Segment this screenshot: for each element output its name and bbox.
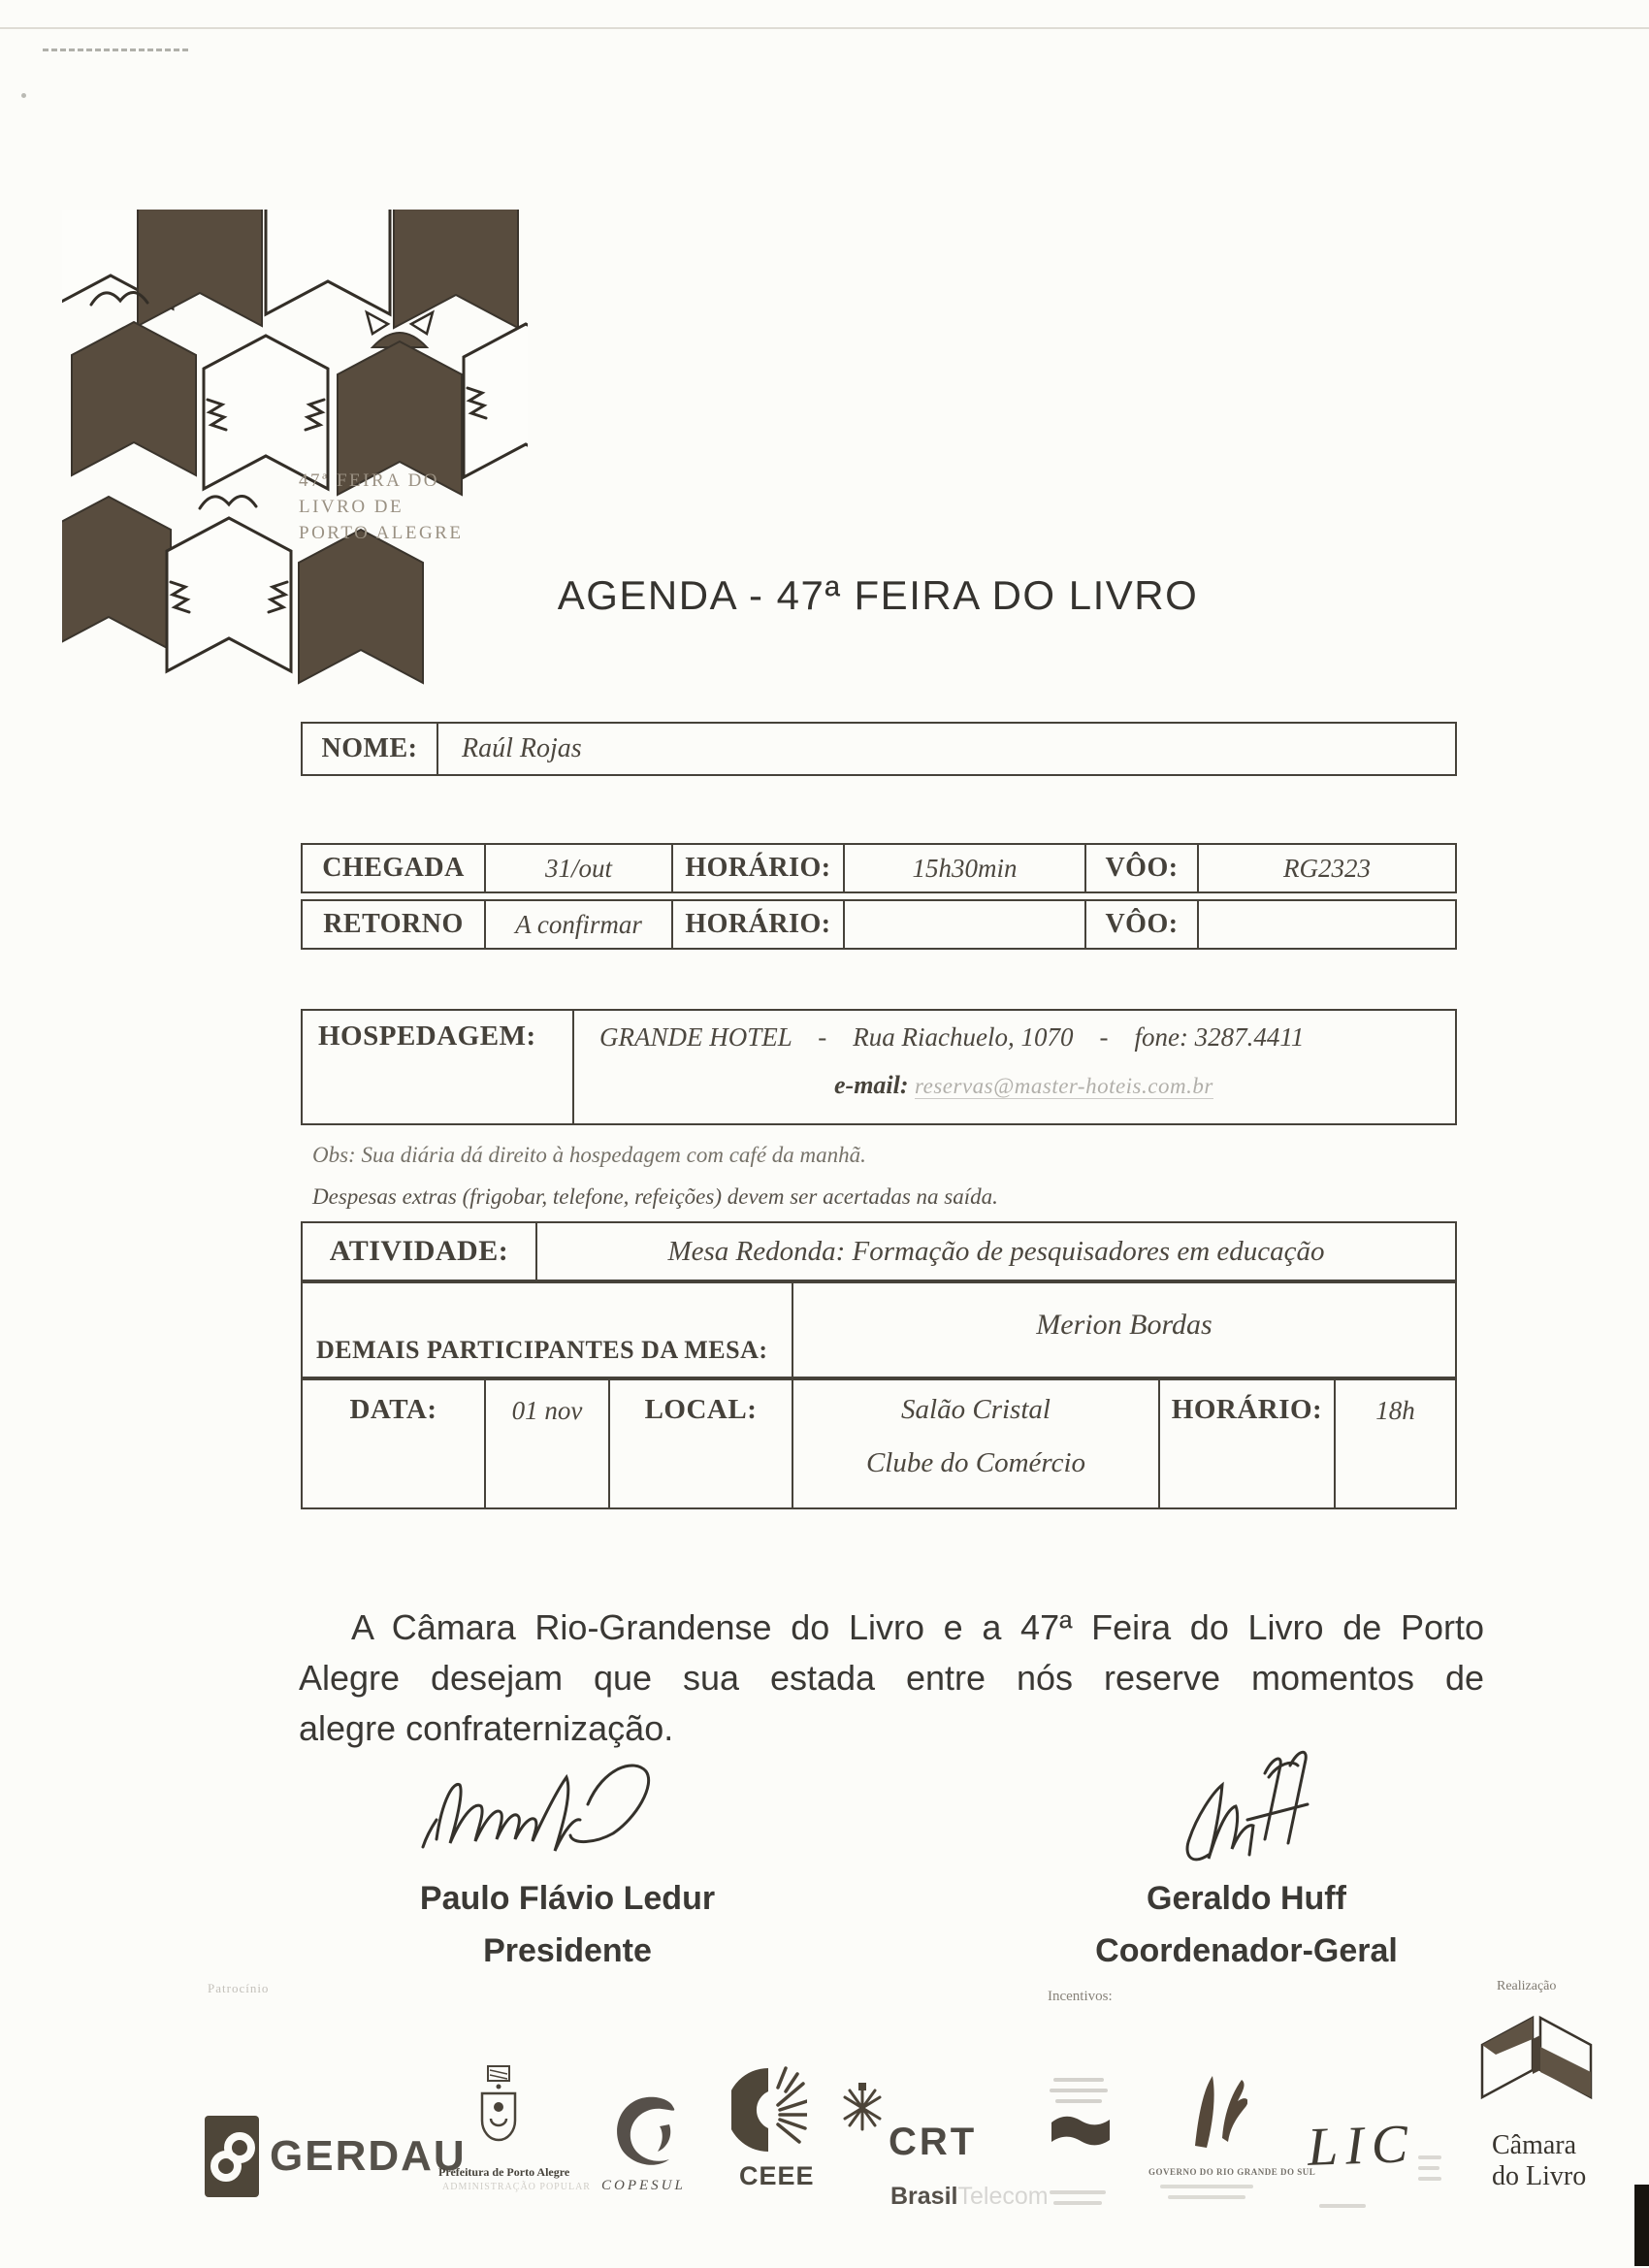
logo-crt-telecom: Telecom	[957, 2183, 1049, 2210]
lic-smallprint-2	[1418, 2166, 1439, 2170]
logo-copesul-text: COPESUL	[601, 2178, 686, 2193]
scan-artifact-corner	[1634, 2185, 1649, 2266]
gerdau-mark-glyph	[205, 2116, 259, 2197]
chegada-row	[301, 843, 1457, 893]
lei-incentivo-flag	[1050, 2115, 1112, 2150]
scan-artifact-dashes	[43, 49, 188, 51]
atividade-value: Mesa Redonda: Formação de pesquisadores em educação	[667, 1235, 1325, 1267]
logo-gerdau-mark	[205, 2116, 259, 2197]
realizacao-label: Realização	[1497, 1979, 1557, 1993]
lei-smallprint-3	[1055, 2099, 1102, 2103]
chegada-label: CHEGADA	[303, 845, 486, 891]
chegada-date: 31/out	[486, 845, 673, 891]
chegada-horario-value: 15h30min	[845, 845, 1086, 891]
logo-ceee-mark	[731, 2064, 807, 2161]
evento-data-label: DATA:	[303, 1380, 486, 1507]
retorno-voo-value	[1199, 901, 1455, 948]
hospedagem-box	[301, 1009, 1457, 1125]
logo-copesul-mark	[613, 2095, 691, 2173]
retorno-label: RETORNO	[303, 901, 486, 948]
evento-horario-value: 18h	[1375, 1396, 1415, 1425]
closing-line2: Alegre desejam que sua estada entre nós reserve momentos de	[299, 1658, 1484, 1698]
retorno-row	[301, 899, 1457, 950]
logo-camara-livro-mark	[1476, 2010, 1597, 2126]
logo-governo-rs-mark	[1180, 2068, 1247, 2157]
lei-smallprint-2	[1050, 2089, 1108, 2092]
retorno-horario-label: HORÁRIO:	[673, 901, 845, 948]
logo-prefeitura-text: Prefeitura de Porto Alegre	[438, 2165, 570, 2179]
scan-artifact-speck	[21, 93, 26, 98]
fair-logo-caption	[299, 468, 463, 546]
chegada-voo-label: VÔO:	[1086, 845, 1199, 891]
obs-line-1: Obs: Sua diária dá direito à hospedagem com café da manhã.	[312, 1143, 866, 1167]
evento-local-value	[793, 1380, 1160, 1507]
logo-prefeitura-subtext: ADMINISTRAÇÃO POPULAR	[442, 2182, 591, 2192]
nome-value: Raúl Rojas	[462, 733, 582, 763]
logo-ceee-text: CEEE	[739, 2161, 815, 2190]
evento-local-label: LOCAL:	[610, 1380, 793, 1507]
fair-logo-caption-line2: LIVRO DE	[299, 497, 404, 517]
signer-role-left: Presidente	[483, 1932, 652, 1969]
participantes-box	[301, 1281, 1457, 1378]
evento-box	[301, 1378, 1457, 1509]
page-title: AGENDA - 47ª FEIRA DO LIVRO	[557, 572, 1199, 618]
hospedagem-email-line	[834, 1071, 1213, 1100]
lei-smallprint-1	[1053, 2078, 1104, 2082]
logo-crt-star	[840, 2081, 885, 2135]
hospedagem-label-cell	[303, 1011, 574, 1123]
hospedagem-hotel-line: GRANDE HOTEL - Rua Riachuelo, 1070 - fone: 3287.4411	[599, 1022, 1305, 1052]
governo-smallprint-1	[1160, 2185, 1253, 2188]
chegada-horario-label: HORÁRIO:	[673, 845, 845, 891]
atividade-label: ATIVIDADE:	[303, 1223, 537, 1280]
logo-crt-subtext	[890, 2183, 1049, 2211]
lic-smallprint-3	[1418, 2177, 1441, 2181]
incentivos-label: Incentivos:	[1048, 1989, 1113, 2004]
signature-huff	[1176, 1744, 1360, 1875]
chegada-voo-value: RG2323	[1283, 853, 1371, 883]
closing-line1: A Câmara Rio-Grandense do Livro e a 47ª Feira do Livro de Porto	[351, 1607, 1484, 1647]
signer-name-left: Paulo Flávio Ledur	[419, 1880, 716, 1917]
nome-box	[301, 722, 1457, 776]
hospedagem-label: HOSPEDAGEM:	[318, 1021, 536, 1052]
scan-artifact-topline	[0, 27, 1649, 29]
fair-logo-caption-line3: PORTO ALEGRE	[299, 523, 464, 543]
nome-label: NOME:	[303, 724, 438, 774]
lic-smallprint-4	[1319, 2204, 1366, 2208]
signer-name-right: Geraldo Huff	[1147, 1880, 1346, 1917]
retorno-horario-value	[845, 901, 1086, 948]
logo-crt-text: CRT	[889, 2121, 978, 2163]
logo-governo-rs-text: GOVERNO DO RIO GRANDE DO SUL	[1148, 2167, 1316, 2177]
signature-ledur	[413, 1758, 733, 1874]
hospedagem-email-value: reservas@master-hoteis.com.br	[915, 1074, 1213, 1098]
lei-smallprint-5	[1053, 2201, 1102, 2205]
logo-camara-livro-text1: Câmara	[1492, 2130, 1577, 2160]
lic-smallprint-1	[1418, 2155, 1441, 2159]
obs-line-2: Despesas extras (frigobar, telefone, refeições) devem ser acertadas na saída.	[312, 1184, 998, 1209]
logo-gerdau-text: GERDAU	[270, 2132, 467, 2180]
evento-local-line2: Clube do Comércio	[865, 1447, 1086, 1478]
closing-paragraph	[299, 1603, 1484, 1754]
hospedagem-email-label: e-mail:	[834, 1071, 909, 1099]
fair-logo-caption-line1: 47ª FEIRA DO	[299, 470, 440, 491]
atividade-box	[301, 1221, 1457, 1281]
logo-lic-text: LIC	[1306, 2114, 1417, 2178]
evento-data-value: 01 nov	[486, 1380, 610, 1507]
governo-smallprint-2	[1168, 2195, 1245, 2199]
closing-line3: alegre confraternização.	[299, 1708, 674, 1748]
logo-crt-brasil: Brasil	[890, 2183, 958, 2210]
readers-books-illustration	[62, 210, 528, 695]
evento-local-line1: Salão Cristal	[901, 1394, 1051, 1425]
signer-role-right: Coordenador-Geral	[1095, 1932, 1398, 1969]
retorno-date: A confirmar	[486, 901, 673, 948]
participantes-label: DEMAIS PARTICIPANTES DA MESA:	[303, 1283, 793, 1377]
evento-horario-label: HORÁRIO:	[1160, 1380, 1336, 1507]
logo-camara-livro-text2: do Livro	[1492, 2161, 1587, 2191]
lei-smallprint-4	[1050, 2190, 1106, 2194]
patrocinio-label: Patrocínio	[208, 1981, 270, 1995]
participantes-value: Merion Bordas	[1036, 1309, 1212, 1341]
logo-prefeitura-crest	[473, 2064, 524, 2157]
retorno-voo-label: VÔO:	[1086, 901, 1199, 948]
